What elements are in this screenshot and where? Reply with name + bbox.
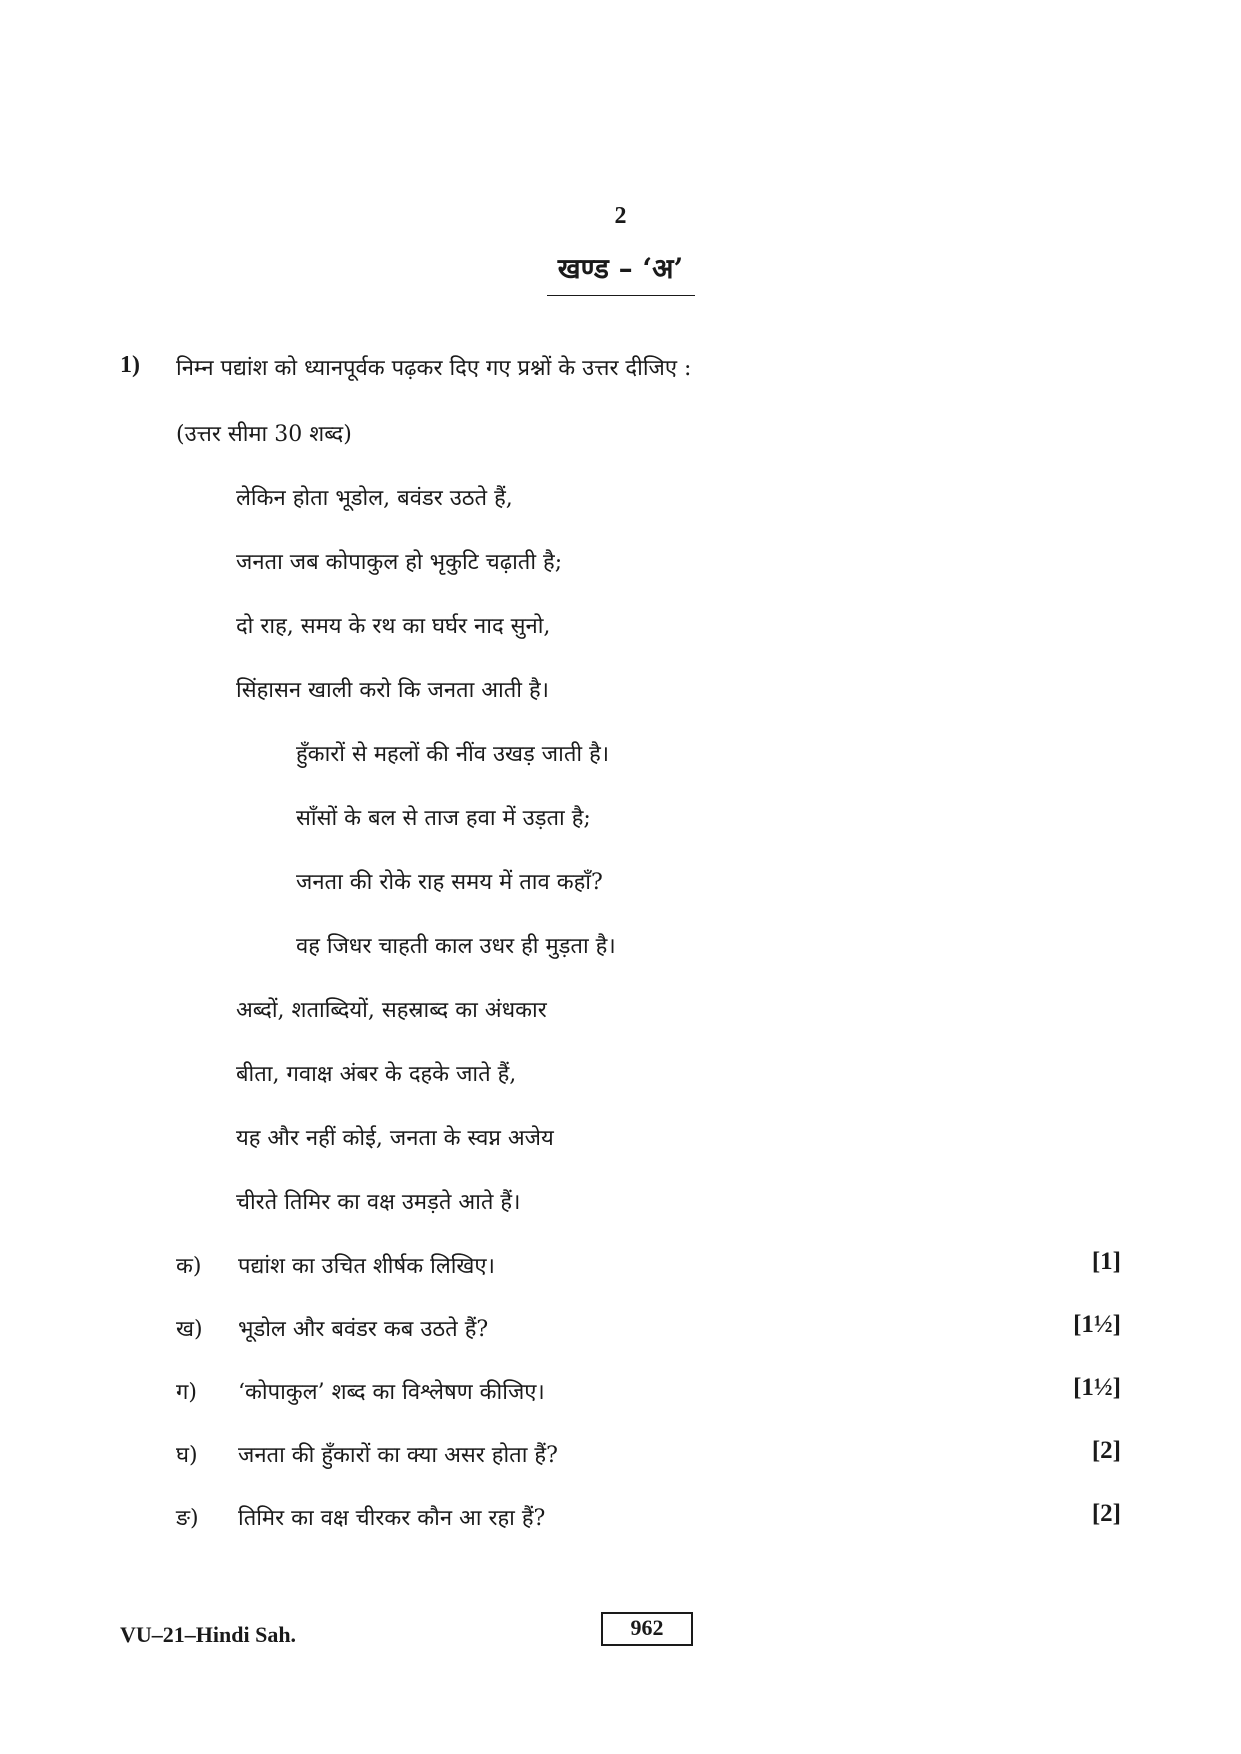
poem-line: साँसों के बल से ताज हवा में उड़ता है; <box>296 806 591 831</box>
sub-question-marks: [1] <box>1091 1248 1121 1275</box>
sub-question-text: ‘कोपाकुल’ शब्द का विश्लेषण कीजिए। <box>238 1380 545 1405</box>
sub-question-marks: [1½] <box>1073 1311 1121 1338</box>
sub-question-label: ग) <box>176 1380 197 1405</box>
word-limit-note: (उत्तर सीमा 30 शब्द) <box>176 422 352 447</box>
sub-question-label: ङ) <box>176 1506 199 1531</box>
sub-question-text: भूडोल और बवंडर कब उठते हैं? <box>238 1317 489 1342</box>
poem-line: जनता जब कोपाकुल हो भृकुटि चढ़ाती है; <box>236 550 563 575</box>
sub-question-marks: [1½] <box>1073 1374 1121 1401</box>
sub-question-label: क) <box>176 1254 202 1279</box>
poem-line: चीरते तिमिर का वक्ष उमड़ते आते हैं। <box>236 1190 521 1215</box>
poem-line: अब्दों, शताब्दियों, सहस्राब्द का अंधकार <box>236 998 547 1023</box>
question-instruction: निम्न पद्यांश को ध्यानपूर्वक पढ़कर दिए गए प्रश्नों के उत्तर दीजिए : <box>176 356 692 381</box>
poem-line: लेकिन होता भूडोल, बवंडर उठते हैं, <box>236 486 513 511</box>
page-number: 2 <box>614 203 627 229</box>
section-heading <box>0 249 1241 296</box>
sub-question-label: ख) <box>176 1317 203 1342</box>
poem-line: यह और नहीं कोई, जनता के स्वप्न अजेय <box>236 1126 554 1151</box>
sub-question-text: पद्यांश का उचित शीर्षक लिखिए। <box>238 1254 495 1279</box>
poem-line: वह जिधर चाहती काल उधर ही मुड़ता है। <box>296 934 616 959</box>
sub-question-text: तिमिर का वक्ष चीरकर कौन आ रहा हैं? <box>238 1506 546 1531</box>
poem-line: बीता, गवाक्ष अंबर के दहके जाते हैं, <box>236 1062 517 1087</box>
sub-question-marks: [2] <box>1091 1500 1121 1527</box>
sub-question-text: जनता की हुँकारों का क्या असर होता हैं? <box>238 1443 558 1468</box>
poem-line: जनता की रोके राह समय में ताव कहाँ? <box>296 870 603 895</box>
section-heading-text: खण्ड – ‘अ’ <box>547 249 695 296</box>
poem-line: हुँकारों से महलों की नींव उखड़ जाती है। <box>296 742 610 767</box>
paper-number-box: 962 <box>601 1612 693 1646</box>
question-number: 1) <box>120 352 140 378</box>
sub-question-label: घ) <box>176 1443 198 1468</box>
sub-question-marks: [2] <box>1091 1437 1121 1464</box>
poem-line: सिंहासन खाली करो कि जनता आती है। <box>236 678 549 703</box>
poem-line: दो राह, समय के रथ का घर्घर नाद सुनो, <box>236 614 551 639</box>
paper-code: VU–21–Hindi Sah. <box>120 1622 297 1647</box>
